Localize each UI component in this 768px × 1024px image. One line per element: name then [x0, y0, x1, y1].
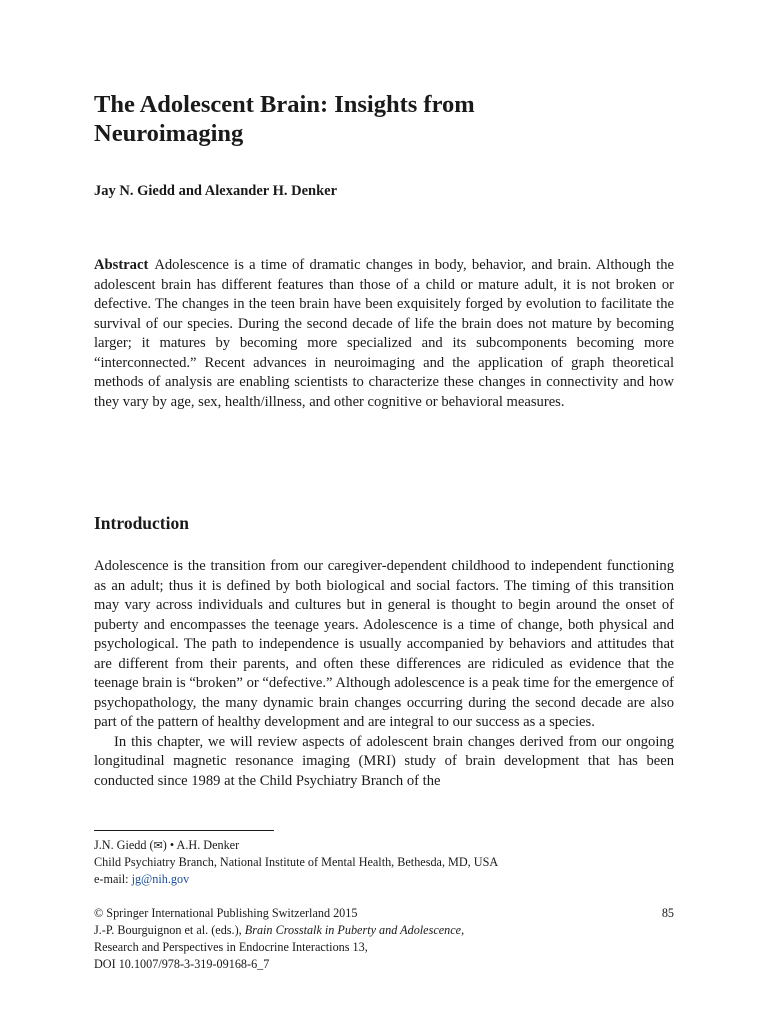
series-line: Research and Perspectives in Endocrine Interactions 13, [94, 940, 368, 954]
book-title: Brain Crosstalk in Puberty and Adolescence [244, 923, 462, 937]
footnote-affiliation: Child Psychiatry Branch, National Institute of Mental Health, Bethesda, MD, USA [94, 855, 499, 869]
body-paragraph: Adolescence is the transition from our caregiver-dependent childhood to independent functioning as an adult; thus it is defined by both biological and social factors. The timing of this transition may vary across individuals and cultures but in general is thought to begin around the onset of puberty and encompasses the teenage years. Adolescence is a time of change, both physical and psychological. The path to independence is usually accompanied by behaviors and attitudes that are different from their parents, and often these differences are ridiculed as evidence that the teenage brain is “broken” or “defective.” Although adolescence is a peak time for the emergence of psychopathology, the many dynamic brain changes occurring during the second decade are also part of the pattern of healthy development and are integral to our success as a species. [94, 558, 674, 730]
introduction-body [94, 557, 674, 791]
chapter-authors: Jay N. Giedd and Alexander H. Denker [94, 183, 338, 199]
chapter-title [94, 90, 674, 148]
copyright-block [94, 905, 674, 973]
envelope-icon: ✉ [153, 839, 163, 852]
footnote-divider [94, 830, 274, 831]
abstract [94, 256, 674, 412]
doi-line: DOI 10.1007/978-3-319-09168-6_7 [94, 957, 270, 971]
body-paragraph: In this chapter, we will review aspects of adolescent brain changes derived from our ongoing longitudinal magnetic resonance imaging (MRI) study of brain development that has been conducted since 1989 at the Child Psychiatry Branch of the [94, 733, 674, 789]
footnote-author-2: ) • A.H. Denker [162, 838, 240, 852]
email-link[interactable]: jg@nih.gov [131, 872, 190, 886]
email-label: e-mail: [94, 872, 132, 886]
citation-line: J.-P. Bourguignon et al. (eds.), Brain Crosstalk in Puberty and Adolescence, [94, 923, 465, 937]
copyright-line: © Springer International Publishing Switzerland 2015 [94, 906, 358, 920]
footnote-author-1: J.N. Giedd ( [94, 838, 154, 852]
abstract-label: Abstract [94, 257, 149, 273]
chapter-title-line-1: The Adolescent Brain: Insights from [94, 91, 475, 118]
section-heading-introduction: Introduction [94, 513, 189, 533]
author-footnote [94, 837, 674, 888]
page-number: 85 [661, 906, 674, 920]
chapter-title-line-2: Neuroimaging [94, 120, 244, 147]
abstract-text: Adolescence is a time of dramatic changes in body, behavior, and brain. Although the adolescent brain has different features than those of a child or mature adult, it is not broken or defective. The changes in the teen brain have been exquisitely forged by evolution to facilitate the survival of our species. During the second decade of life the brain does not mature by becoming larger; it matures by becoming more specialized and its subcomponents becoming more “interconnected.” Recent advances in neuroimaging and the application of graph theoretical methods of analysis are enabling scientists to characterize these changes in connectivity and how they vary by age, sex, health/illness, and other cognitive or behavioral measures. [94, 257, 674, 410]
